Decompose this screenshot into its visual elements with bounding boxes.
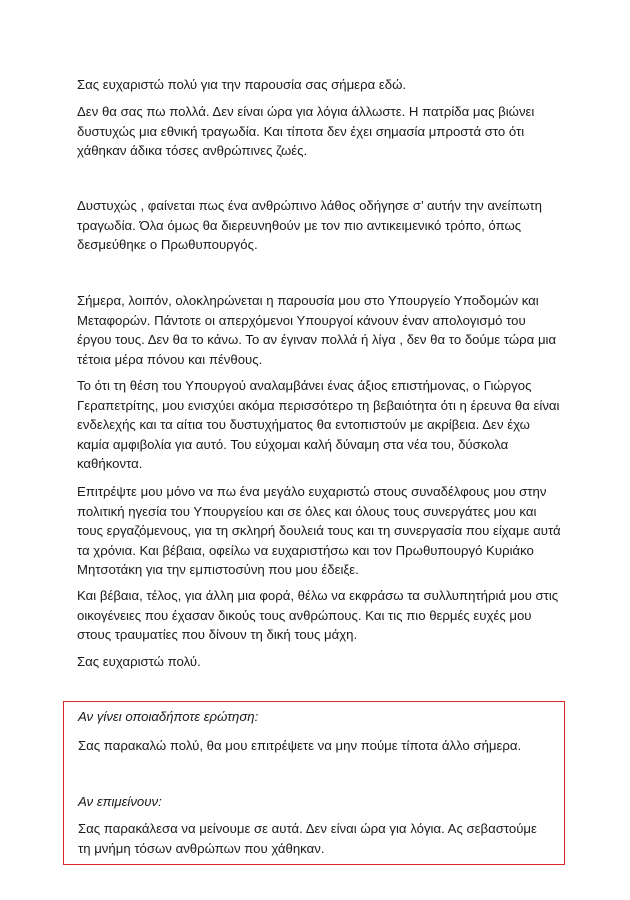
qa-heading-insist: Αν επιμείνουν: [78,794,162,809]
qa-answer-insist: Σας παρακάλεσα να μείνουμε σε αυτά. Δεν είναι ώρα για λόγια. Ας σεβαστούμε τη μνήμη τόσων ανθρώπων που χάθηκαν. [78,821,537,856]
qa-answer-question: Σας παρακαλώ πολύ, θα μου επιτρέψετε να μην πούμε τίποτα άλλο σήμερα. [78,738,522,753]
qa-heading-question: Αν γίνει οποιαδήποτε ερώτηση: [78,709,259,724]
paragraph-human-error: Δυστυχώς , φαίνεται πως ένα ανθρώπινο λάθος οδήγησε σ’ αυτήν την ανείπωτη τραγωδία. Όλα όμως θα διερευνηθούν με τον πιο αντικειμενικό τρόπο, όπως δεσμεύθηκε ο Πρωθυπουργός. [77,198,542,252]
qa-notes-box [63,701,565,865]
paragraph-closing: Σας ευχαριστώ πολύ. [77,654,201,669]
paragraph-thanks: Σας ευχαριστώ πολύ για την παρουσία σας σήμερα εδώ. [77,77,407,92]
paragraph-condolences: Και βέβαια, τέλος, για άλλη μια φορά, θέλω να εκφράσω τα συλλυπητήριά μου στις οικογένειες που έχασαν δικούς τους ανθρώπους. Και τις πιο θερμές ευχές μου στους τραυματίες που δίνουν τη δική τους μάχη. [77,588,559,642]
paragraph-gratitude: Επιτρέψτε μου μόνο να πω ένα μεγάλο ευχαριστώ στους συναδέλφους μου στην πολιτική ηγεσία του Υπουργείου και σε όλες και όλους τους συνεργάτες μου και τους εργαζόμενους, για τη σκληρή δουλειά τους και τη συνεργασία που είχαμε αυτά τα χρόνια. Και βέβαια, οφείλω να ευχαριστήσω και τον Πρωθυπουργό Κυριάκο Μητσοτάκη για την εμπιστοσύνη που μου έδειξε. [77,484,561,577]
paragraph-successor: Το ότι τη θέση του Υπουργού αναλαμβάνει ένας άξιος επιστήμονας, ο Γιώργος Γεραπετρίτης, μου ενισχύει ακόμα περισσότερο τη βεβαιότητα ότι η έρευνα θα είναι ενδελεχής και τα αίτια του δυστυχήματος θα εντοπιστούν με ακρίβεια. Δεν έχω καμία αμφιβολία για αυτό. Του εύχομαι καλή δύναμη στα νέα του, δύσκολα καθήκοντα. [77,378,560,471]
paragraph-tragedy: Δεν θα σας πω πολλά. Δεν είναι ώρα για λόγια άλλωστε. Η πατρίδα μας βιώνει δυστυχώς μια εθνική τραγωδία. Και τίποτα δεν έχει σημασία μπροστά στο ότι χάθηκαν άδικα τόσες ανθρώπινες ζωές. [77,104,535,158]
paragraph-ministry: Σήμερα, λοιπόν, ολοκληρώνεται η παρουσία μου στο Υπουργείο Υποδομών και Μεταφορών. Πάντοτε οι απερχόμενοι Υπουργοί κάνουν έναν απολογισμό του έργου τους. Δεν θα το κάνω. Το αν έγιναν πολλά ή λίγα , δεν θα το δούμε τώρα μια τέτοια μέρα πόνου και πένθους. [77,293,557,367]
